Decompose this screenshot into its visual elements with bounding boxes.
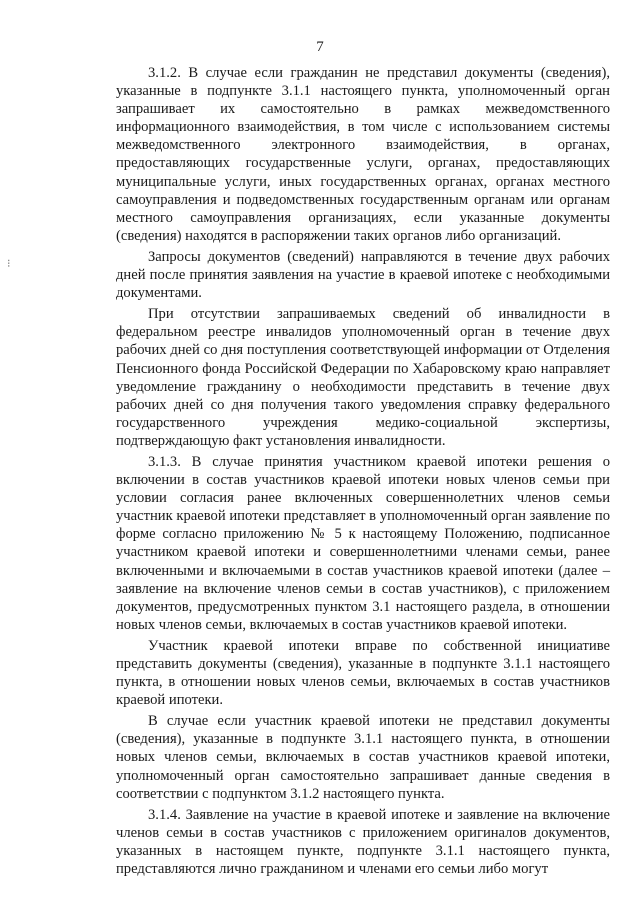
paragraph-disability-info: При отсутствии запрашиваемых сведений об инвалидности в федеральном реестре инвалидов уполномоченный орган в течение двух рабочих дней со дня поступления соответствующей информации от Отделения Пенсионного фонда Российской Федерации по Хабаровскому краю направляет уведомление гражданину о необходимости представить в течение двух рабочих дней со дня получения такого уведомления справку федерального государственного учреждения медико-социальной экспертизы, подтверждающую факт установления инвалидности. [116, 306, 610, 449]
paragraph-documents-not-provided: В случае если участник краевой ипотеки не представил документы (сведения), указанные в подпункте 3.1.1 настоящего пункта, в отношении новых членов семьи, включаемых в состав участников краевой ипотеки, уполномоченный орган самостоятельно запрашивает данные сведения в соответствии с подпунктом 3.1.2 настоящего пункта. [116, 713, 610, 802]
paragraph-participant-initiative: Участник краевой ипотеки вправе по собственной инициативе представить документы (сведения), указанные в подпункте 3.1.1 настоящего пункта, в отношении новых членов семьи, включаемых в состав участников краевой ипотеки. [116, 637, 610, 709]
paragraph-3-1-3: 3.1.3. В случае принятия участником краевой ипотеки решения о включении в состав участников краевой ипотеки новых членов семьи при условии согласия ранее включенных совершеннолетних членов семьи участник краевой ипотеки представляет в уполномоченный орган заявление по форме согласно приложению № 5 к настоящему Положению, подписанное участником краевой ипотеки и совершеннолетними членами семьи, ранее включенными и включаемыми в состав участников краевой ипотеки (далее – заявление на включение членов семьи в состав участников), с приложением документов, предусмотренных пунктом 3.1 настоящего раздела, в отношении новых членов семьи, включаемых в состав участников краевой ипотеки. [116, 453, 610, 633]
paragraph-requests-timing: Запросы документов (сведений) направляются в течение двух рабочих дней после принятия заявления на участие в краевой ипотеке с необходимыми документами. [116, 248, 610, 302]
margin-mark: ⁝ [7, 258, 11, 270]
page-number: 7 [316, 39, 324, 55]
paragraph-3-1-2: 3.1.2. В случае если гражданин не представил документы (сведения), указанные в подпункте 3.1.1 настоящего пункта, уполномоченный орган запрашивает их самостоятельно в рамках межведомственного информационного взаимодействия, в том числе с использованием системы межведомственного электронного взаимодействия, в органах, предоставляющих государственные услуги, органах, предоставляющих муниципальные услуги, иных государственных органах, органах местного самоуправления и подведомственных государственным органам или органам местного самоуправления организациях, если указанные документы (сведения) находятся в распоряжении таких органов либо организаций. [116, 65, 610, 244]
paragraph-3-1-4: 3.1.4. Заявление на участие в краевой ипотеке и заявление на включение членов семьи в состав участников с приложением оригиналов документов, указанных в настоящем пункте, подпункте 3.1.1 настоящего пункта, представляются лично гражданином и членами его семьи либо могут [116, 806, 610, 878]
document-body [116, 64, 610, 881]
